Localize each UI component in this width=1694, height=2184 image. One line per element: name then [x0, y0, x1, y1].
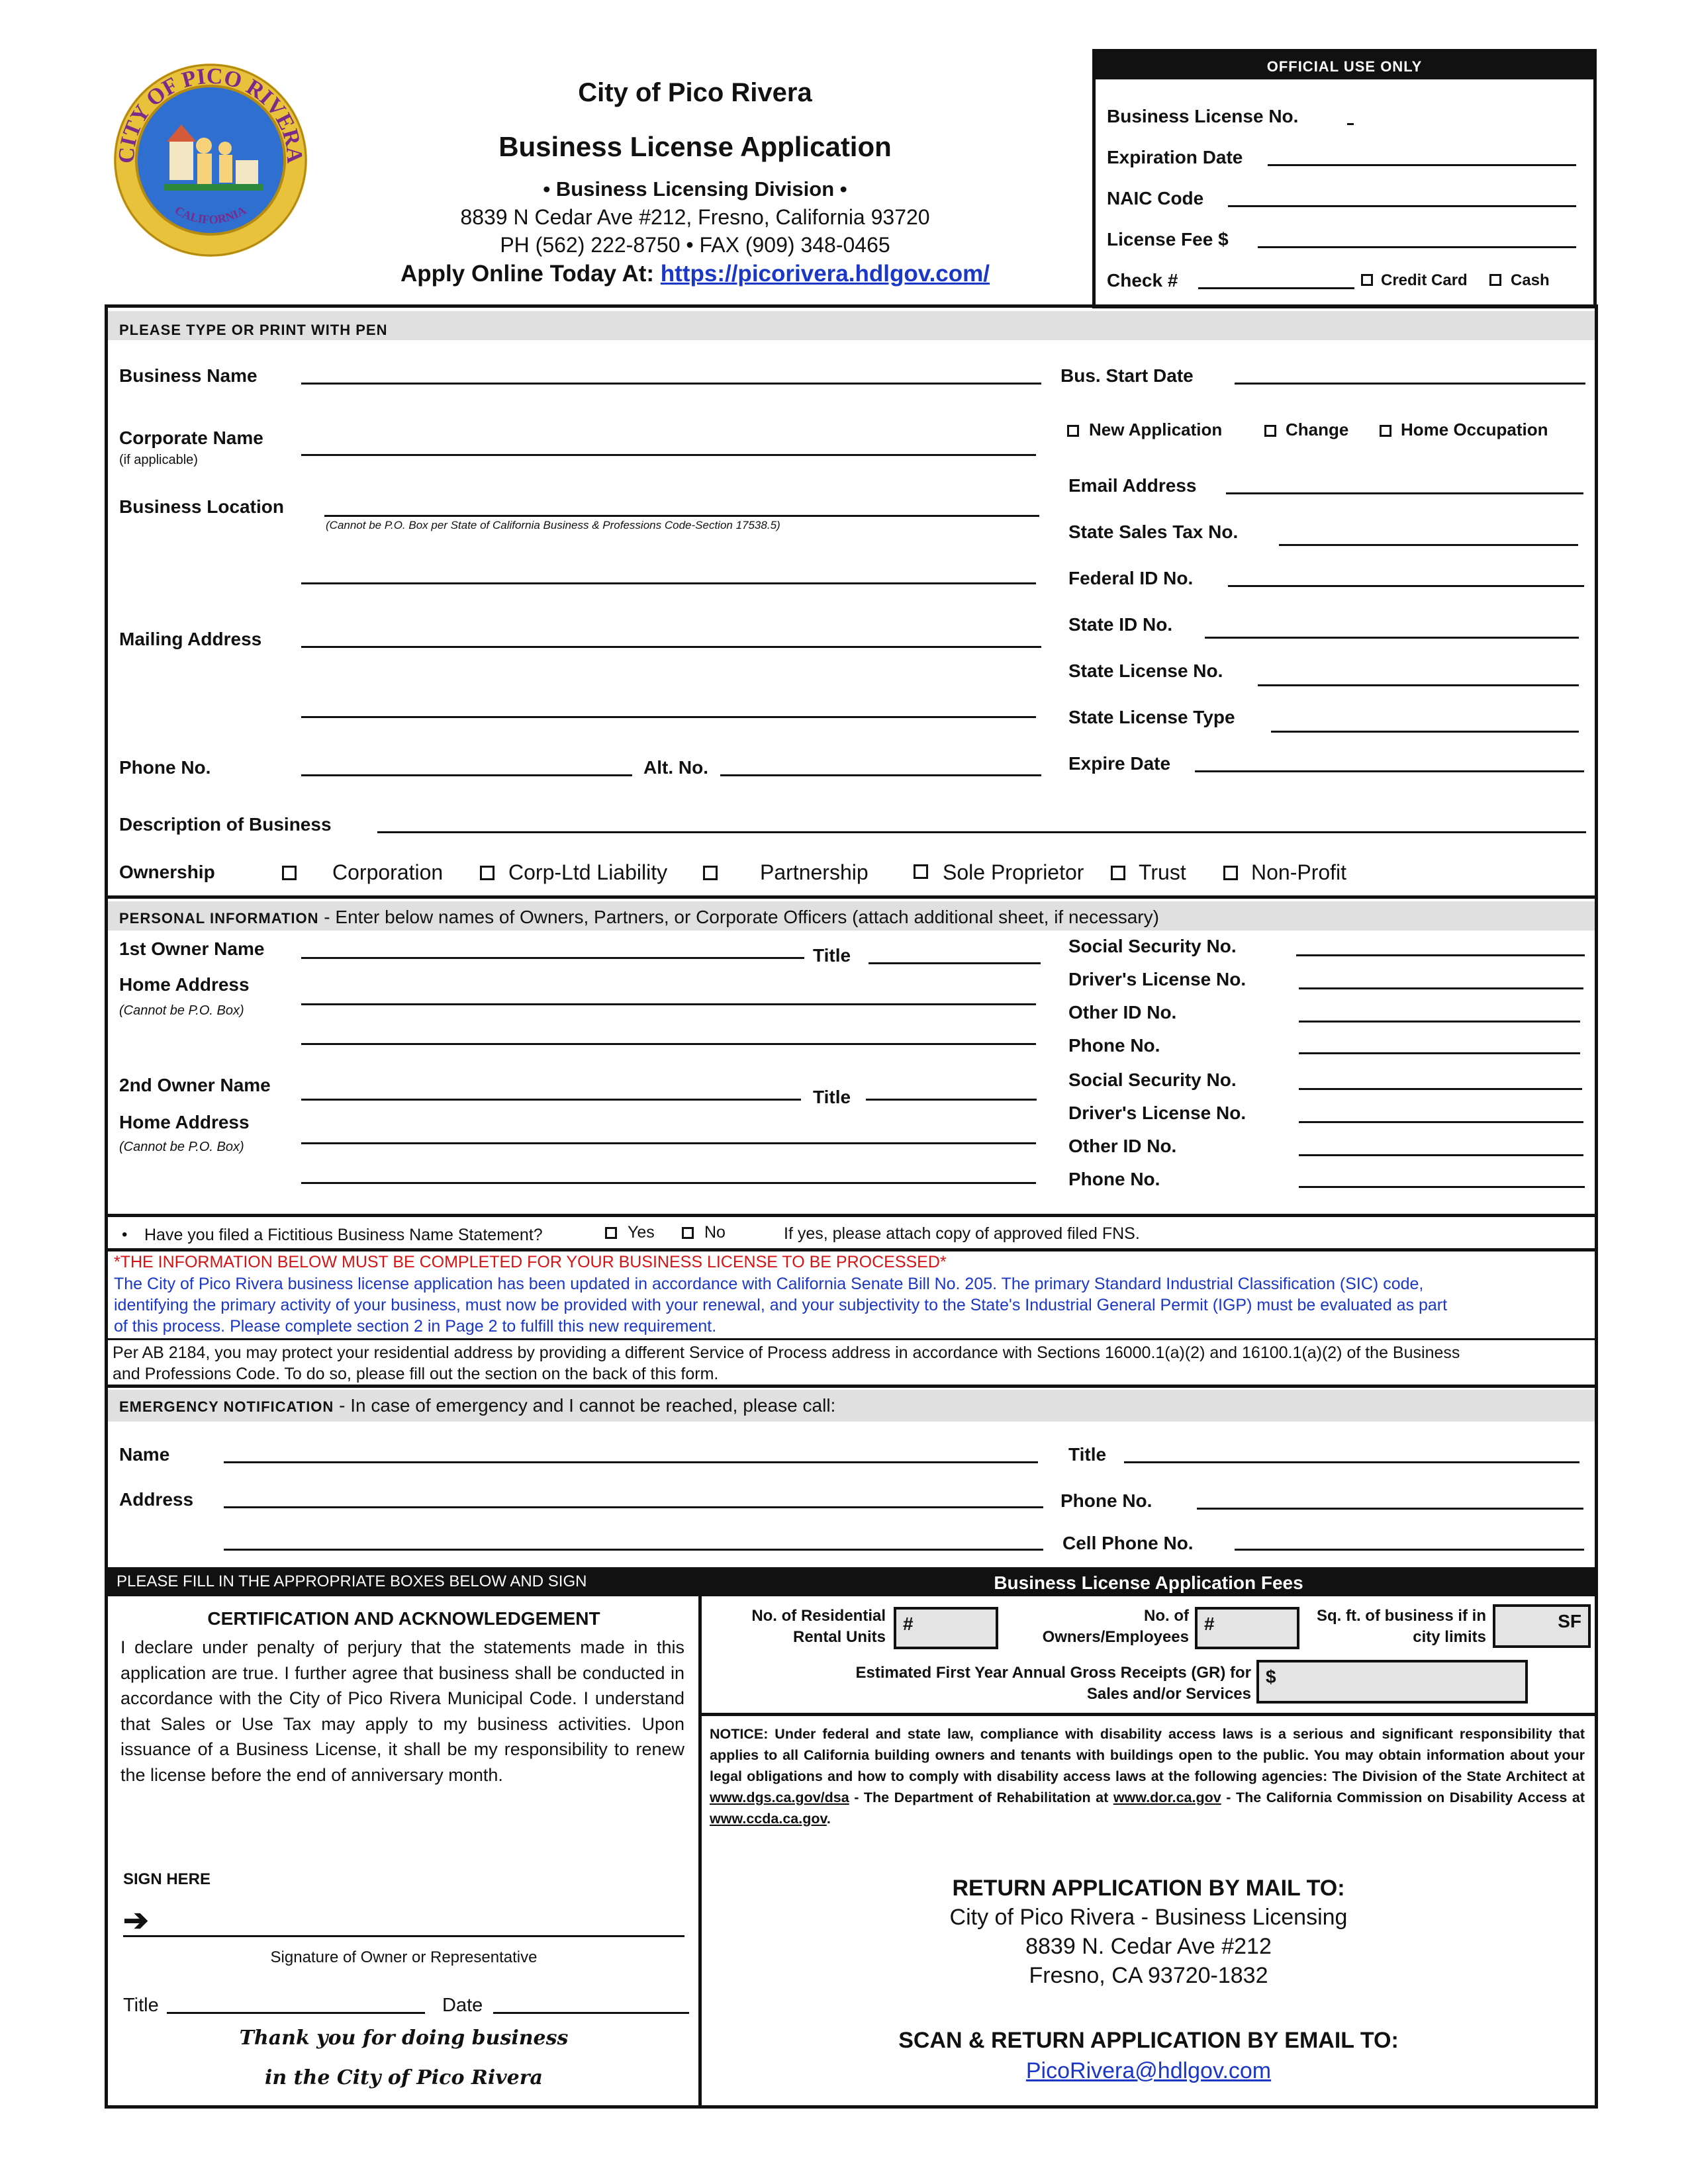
divider-personal: [105, 895, 1598, 899]
emergency-address-label: Address: [119, 1489, 194, 1510]
expiration-field[interactable]: [1268, 164, 1576, 166]
emergency-title-label: Title: [1068, 1444, 1107, 1465]
notice-blue-1: The City of Pico Rivera business license application has been updated in accordance with California Senate Bill No. 205. The primary Standard Industrial Classification (SIC) code,: [114, 1275, 1424, 1293]
owner1-name-label: 1st Owner Name: [119, 938, 265, 959]
federal-id-field[interactable]: [1228, 585, 1584, 587]
sqft-label: Sq. ft. of business if in city limits: [1316, 1607, 1486, 1646]
expiration-label: Expiration Date: [1107, 147, 1243, 167]
signature-caption: Signature of Owner or Representative: [270, 1948, 538, 1966]
arrow-right-icon: ➔: [123, 1903, 149, 1937]
license-fee-label: License Fee $: [1107, 229, 1229, 250]
svg-text:CITY OF PICO RIVERA: CITY OF PICO RIVERA: [114, 64, 307, 164]
return-line-2: 8839 N. Cedar Ave #212: [1025, 1934, 1272, 1959]
owner1-home-address-field-2[interactable]: [301, 1043, 1036, 1045]
owner2-home-address-field[interactable]: [301, 1142, 1036, 1144]
return-line-3: Fresno, CA 93720-1832: [1029, 1963, 1268, 1988]
naic-label: NAIC Code: [1107, 188, 1204, 208]
owner1-dl-label: Driver's License No.: [1068, 969, 1247, 989]
alt-field[interactable]: [720, 774, 1041, 776]
svg-text:CALIFORNIA: CALIFORNIA: [172, 203, 249, 226]
phone-label: Phone No.: [119, 757, 211, 778]
check-field[interactable]: [1198, 287, 1354, 289]
email-label: Email Address: [1068, 475, 1197, 496]
gross-receipts-label: Estimated First Year Annual Gross Receipts (GR) for Sales and/or Services: [855, 1664, 1251, 1703]
state-id-field[interactable]: [1205, 637, 1579, 639]
alt-label: Alt. No.: [643, 757, 708, 778]
office-address: 8839 N Cedar Ave #212, Fresno, California 93720: [460, 205, 930, 229]
sales-tax-label: State Sales Tax No.: [1068, 522, 1239, 542]
residential-units-field[interactable]: #: [894, 1607, 998, 1649]
location-note: (Cannot be P.O. Box per State of California Business & Professions Code-Section 17538.5): [326, 519, 780, 531]
emergency-cell-label: Cell Phone No.: [1062, 1533, 1194, 1553]
return-line-1: City of Pico Rivera - Business Licensing: [949, 1905, 1348, 1930]
cert-date-label: Date: [442, 1995, 483, 2016]
state-license-type-label: State License Type: [1068, 707, 1235, 727]
return-email-title: SCAN & RETURN APPLICATION BY EMAIL TO:: [898, 2028, 1399, 2053]
ab2184-line-2: and Professions Code. To do so, please fill out the section on the back of this form.: [113, 1365, 719, 1383]
owner1-no-po-box: (Cannot be P.O. Box): [119, 1003, 244, 1018]
owners-employees-label: No. of Owners/Employees: [1042, 1607, 1189, 1646]
city-seal: [111, 61, 310, 259]
new-application-label: New Application: [1089, 420, 1223, 439]
form-title: Business License Application: [498, 131, 892, 162]
ownership-label: Ownership: [119, 862, 215, 882]
owner1-title-field[interactable]: [869, 962, 1041, 964]
state-license-field[interactable]: [1258, 684, 1579, 686]
start-date-label: Bus. Start Date: [1060, 365, 1194, 386]
owner1-home-address-field[interactable]: [301, 1003, 1036, 1005]
business-location-field[interactable]: [324, 515, 1039, 517]
sign-here-label: SIGN HERE: [123, 1870, 211, 1888]
license-fee-field[interactable]: [1258, 246, 1576, 248]
divider-emergency: [105, 1385, 1598, 1388]
mailing-address-field[interactable]: [301, 646, 1041, 648]
return-mail-title: RETURN APPLICATION BY MAIL TO:: [952, 1876, 1345, 1901]
owner1-ssn-label: Social Security No.: [1068, 936, 1237, 956]
sales-tax-field[interactable]: [1279, 544, 1578, 546]
apply-online: [371, 261, 1019, 287]
license-no-label: Business License No.: [1107, 106, 1299, 126]
form-frame: [105, 304, 1598, 2109]
description-label: Description of Business: [119, 814, 332, 835]
if-applicable-note: (if applicable): [119, 453, 198, 467]
emergency-phone-label: Phone No.: [1060, 1490, 1153, 1511]
business-location-label: Business Location: [119, 496, 284, 517]
expire-date-label: Expire Date: [1068, 753, 1171, 774]
fbn-yes-checkbox[interactable]: [605, 1227, 617, 1239]
notice-blue-2: identifying the primary activity of your business, must now be provided with your renewal, and your subjectivity to the State's Industrial General Permit (IGP) must be evaluated as part: [114, 1296, 1448, 1314]
division: • Business Licensing Division •: [543, 177, 847, 201]
fbn-no-label: No: [704, 1223, 726, 1242]
ownership-partnership-checkbox[interactable]: [703, 866, 718, 880]
ownership-corporation-label: Corporation: [332, 860, 444, 884]
business-name-label: Business Name: [119, 365, 258, 386]
federal-id-label: Federal ID No.: [1068, 568, 1194, 588]
credit-card-checkbox[interactable]: [1361, 274, 1373, 286]
state-license-label: State License No.: [1068, 660, 1223, 681]
owner1-other-id-field[interactable]: [1299, 1021, 1580, 1023]
owner2-home-address-field-2[interactable]: [301, 1182, 1036, 1184]
owner2-other-id-field[interactable]: [1299, 1154, 1583, 1156]
cert-title-label: Title: [123, 1995, 159, 2016]
ada-link-dgs[interactable]: www.dgs.ca.gov/dsa: [710, 1790, 849, 1805]
email-field[interactable]: [1226, 492, 1583, 494]
sqft-field[interactable]: SF: [1493, 1604, 1591, 1648]
apply-link[interactable]: https://picorivera.hdlgov.com/: [660, 261, 990, 287]
business-section-title: PLEASE TYPE OR PRINT WITH PEN: [119, 322, 388, 338]
emergency-address-field-2[interactable]: [224, 1549, 1043, 1551]
owner1-dl-field[interactable]: [1299, 987, 1583, 989]
ada-notice: [710, 1723, 1585, 1829]
return-email-link[interactable]: PicoRivera@hdlgov.com: [1025, 2058, 1272, 2083]
owner2-home-address-label: Home Address: [119, 1112, 250, 1132]
ownership-trust-label: Trust: [1139, 860, 1186, 884]
fbn-bullet: •: [122, 1226, 128, 1244]
personal-title-bold: PERSONAL INFORMATION: [119, 910, 319, 927]
official-use-title: OFFICIAL USE ONLY: [1266, 58, 1423, 75]
divider-ab2184: [105, 1338, 1598, 1340]
emergency-address-field[interactable]: [224, 1506, 1043, 1508]
owner1-phone-label: Phone No.: [1068, 1035, 1160, 1056]
emergency-title-field[interactable]: [1124, 1461, 1579, 1463]
owner1-title-label: Title: [813, 945, 851, 966]
change-label: Change: [1286, 420, 1349, 439]
ownership-corporation-checkbox[interactable]: [282, 866, 297, 880]
home-occupation-checkbox[interactable]: [1380, 425, 1391, 437]
residential-units-label: No. of Residential Rental Units: [751, 1607, 886, 1646]
emergency-phone-field[interactable]: [1197, 1508, 1583, 1510]
sign-bar-text: PLEASE FILL IN THE APPROPRIATE BOXES BELOW AND SIGN: [117, 1572, 587, 1590]
ada-text: NOTICE: Under federal and state law, compliance with disability access laws is a serious and significant responsibility that applies to all California building owners and tenants with buildings open to the public. You may obtain information about your legal obligations and how to comply with disability access laws at the following agencies: The Division of the State Architect at: [710, 1726, 1585, 1784]
divider-notice: [105, 1248, 1598, 1251]
signature-field[interactable]: [123, 1935, 684, 1937]
emergency-cell-field[interactable]: [1235, 1549, 1584, 1551]
fees-title: Business License Application Fees: [994, 1572, 1303, 1593]
personal-section-title: [119, 907, 1159, 928]
owner2-title-field[interactable]: [866, 1099, 1037, 1101]
divider-fees-notice: [698, 1713, 1598, 1716]
naic-field[interactable]: [1228, 205, 1576, 207]
fbn-no-checkbox[interactable]: [682, 1227, 694, 1239]
cash-label: Cash: [1511, 271, 1550, 289]
description-field[interactable]: [377, 831, 1586, 833]
owner2-ssn-label: Social Security No.: [1068, 1069, 1237, 1090]
state-id-label: State ID No.: [1068, 614, 1173, 635]
corporate-name-field[interactable]: [301, 454, 1036, 456]
fbn-question: Have you filed a Fictitious Business Name Statement?: [144, 1226, 543, 1244]
ada-link-ccda[interactable]: www.ccda.ca.gov: [710, 1811, 827, 1827]
ownership-corp-ltd-checkbox[interactable]: [480, 866, 494, 880]
ada-end: .: [826, 1811, 831, 1827]
notice-red: *THE INFORMATION BELOW MUST BE COMPLETED FOR YOUR BUSINESS LICENSE TO BE PROCESSED*: [114, 1253, 947, 1271]
owner2-name-field[interactable]: [301, 1099, 801, 1101]
fbn-note: If yes, please attach copy of approved filed FNS.: [784, 1224, 1140, 1243]
owner2-title-label: Title: [813, 1087, 851, 1107]
ownership-non-profit-checkbox[interactable]: [1223, 866, 1238, 880]
mailing-address-label: Mailing Address: [119, 629, 262, 649]
mailing-address-field-2[interactable]: [301, 716, 1036, 718]
check-label: Check #: [1107, 270, 1178, 291]
owner2-name-label: 2nd Owner Name: [119, 1075, 271, 1095]
business-name-field[interactable]: [301, 383, 1041, 385]
office-phone-fax: PH (562) 222-8750 • FAX (909) 348-0465: [500, 233, 890, 257]
cert-heading: CERTIFICATION AND ACKNOWLEDGEMENT: [207, 1608, 600, 1629]
owner1-name-field[interactable]: [301, 957, 804, 959]
ada-mid-2: - The California Commission on Disability Access at: [1221, 1790, 1585, 1805]
owner2-dl-field[interactable]: [1299, 1121, 1583, 1123]
owner1-ssn-field[interactable]: [1296, 954, 1585, 956]
home-occupation-label: Home Occupation: [1401, 420, 1548, 439]
change-checkbox[interactable]: [1264, 425, 1276, 437]
cert-title-field[interactable]: [167, 2012, 425, 2014]
ownership-partnership-label: Partnership: [760, 860, 869, 884]
owners-employees-field[interactable]: #: [1195, 1607, 1299, 1649]
emergency-name-field[interactable]: [224, 1461, 1038, 1463]
notice-blue-3: of this process. Please complete section 2 in Page 2 to fulfill this new requirement.: [114, 1317, 717, 1336]
start-date-field[interactable]: [1235, 383, 1585, 385]
cash-checkbox[interactable]: [1489, 274, 1501, 286]
cert-date-field[interactable]: [493, 2012, 689, 2014]
cert-body: I declare under penalty of perjury that the statements made in this application are true. I further agree that business shall be conducted in accordance with the City of Pico Rivera Municipal Code. I understand that Sales or Use Tax may apply to my business activities. Upon issuance of a Business License, it shall be my responsibility to renew the license before the end of anniversary month.: [120, 1637, 684, 1785]
ownership-corp-ltd-label: Corp-Ltd Liability: [508, 860, 668, 884]
apply-label: Apply Online Today At:: [400, 261, 655, 287]
ab2184-line-1: Per AB 2184, you may protect your residential address by providing a different Service of Process address in accordance with Sections 16000.1(a)(2) and 16100.1(a)(2) of the Business: [113, 1343, 1460, 1362]
owner2-phone-field[interactable]: [1299, 1186, 1585, 1188]
fbn-yes-label: Yes: [628, 1223, 655, 1242]
owner1-phone-field[interactable]: [1299, 1052, 1580, 1054]
gross-receipts-field[interactable]: $: [1256, 1660, 1528, 1704]
emergency-section-title: [119, 1395, 835, 1416]
expire-date-field[interactable]: [1195, 770, 1584, 772]
license-no-field[interactable]: [1347, 123, 1354, 125]
owner2-phone-label: Phone No.: [1068, 1169, 1160, 1189]
owner2-ssn-field[interactable]: [1299, 1088, 1582, 1090]
owner2-dl-label: Driver's License No.: [1068, 1103, 1247, 1123]
owner2-no-po-box: (Cannot be P.O. Box): [119, 1140, 244, 1154]
ownership-non-profit-label: Non-Profit: [1251, 860, 1347, 884]
emergency-name-label: Name: [119, 1444, 170, 1465]
state-license-type-field[interactable]: [1271, 731, 1579, 733]
divider-fbn: [105, 1214, 1598, 1217]
ownership-sole-proprietor-checkbox[interactable]: [914, 864, 928, 879]
phone-field[interactable]: [301, 774, 632, 776]
emergency-title-rest: - In case of emergency and I cannot be reached, please call:: [334, 1395, 836, 1416]
corporate-name-label: Corporate Name: [119, 428, 263, 448]
business-location-field-2[interactable]: [301, 582, 1036, 584]
new-application-checkbox[interactable]: [1067, 425, 1079, 437]
owner1-home-address-label: Home Address: [119, 974, 250, 995]
owner1-other-id-label: Other ID No.: [1068, 1002, 1177, 1023]
owner2-other-id-label: Other ID No.: [1068, 1136, 1177, 1156]
ownership-trust-checkbox[interactable]: [1111, 866, 1125, 880]
city-title: City of Pico Rivera: [578, 78, 812, 107]
thanks-line-2: in the City of Pico Rivera: [265, 2066, 543, 2089]
personal-title-rest: - Enter below names of Owners, Partners, or Corporate Officers (attach additional sheet, if necessary): [318, 907, 1159, 927]
ownership-sole-proprietor-label: Sole Proprietor: [943, 860, 1084, 884]
ada-link-dor[interactable]: www.dor.ca.gov: [1113, 1790, 1221, 1805]
thanks-line-1: Thank you for doing business: [239, 2026, 569, 2050]
credit-card-label: Credit Card: [1381, 271, 1468, 289]
ada-mid-1: - The Department of Rehabilitation at: [849, 1790, 1113, 1805]
emergency-title-bold: EMERGENCY NOTIFICATION: [119, 1398, 334, 1415]
